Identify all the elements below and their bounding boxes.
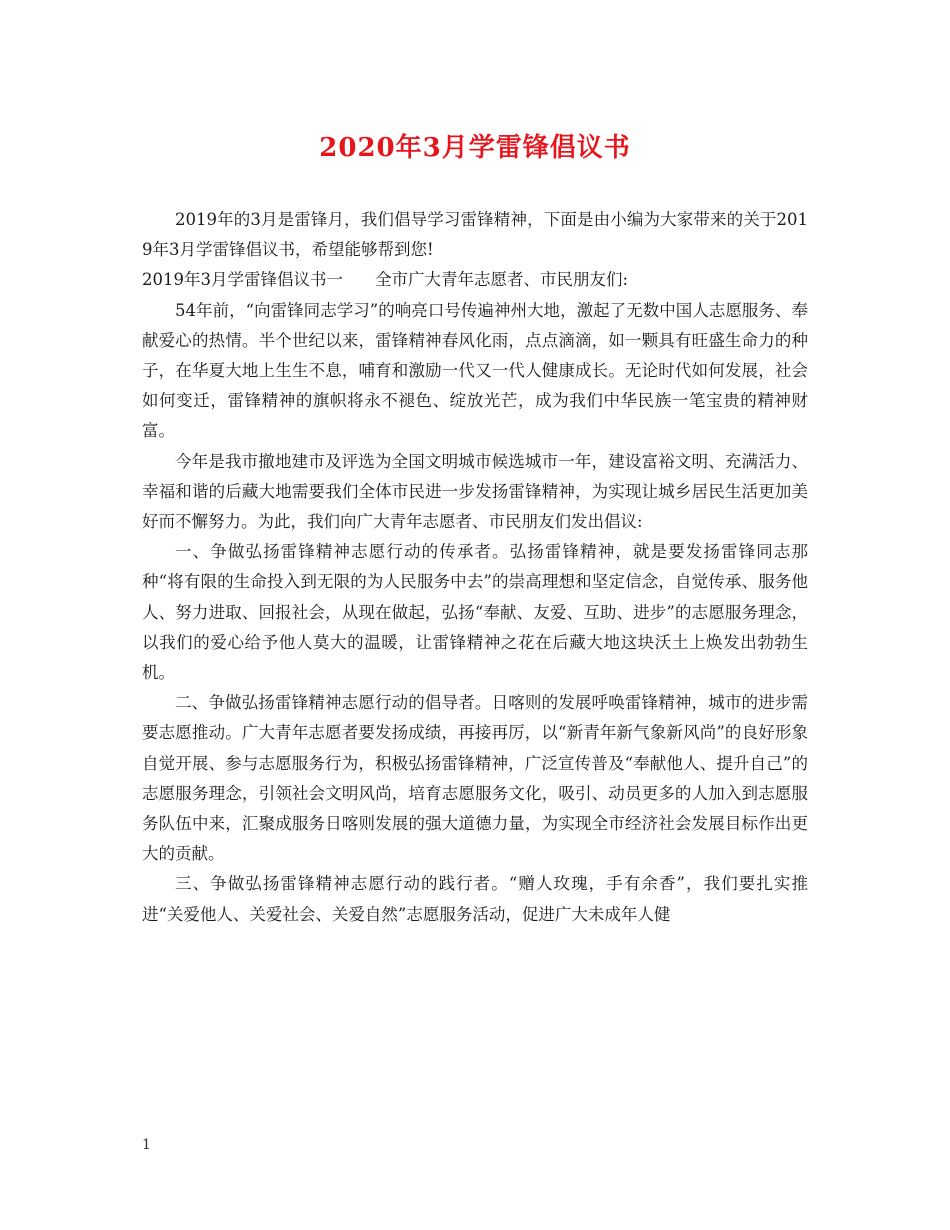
body-paragraph-5: 三、争做弘扬雷锋精神志愿行动的践行者。“赠人玫瑰，手有余香”，我们要扎实推进“关爱他人、关爱社会、关爱自然”志愿服务活动，促进广大未成年人健 [142, 874, 808, 924]
salutation: 全市广大青年志愿者、市民朋友们: [375, 270, 629, 290]
body-paragraph-4: 二、争做弘扬雷锋精神志愿行动的倡导者。日喀则的发展呼唤雷锋精神，城市的进步需要志愿推动。广大青年志愿者要发扬成绩，再接再厉，以“新青年新气象新风尚”的良好形象自觉开展、参与志愿服务行为，积极弘扬雷锋精神，广泛宣传普及“奉献他人、提升自己”的志愿服务理念，引领社会文明风尚，培育志愿服务文化，吸引、动员更多的人加入到志愿服务队伍中来，汇聚成服务日喀则发展的强大道德力量，为实现全市经济社会发展目标作出更大的贡献。 [142, 693, 808, 864]
body-paragraph-3: 一、争做弘扬雷锋精神志愿行动的传承者。弘扬雷锋精神，就是要发扬雷锋同志那种“将有限的生命投入到无限的为人民服务中去”的崇高理想和坚定信念，自觉传承、服务他人、努力进取、回报社会，从现在做起，弘扬“奉献、友爱、互助、进步”的志愿服务理念，以我们的爱心给予他人莫大的温暖，让雷锋精神之花在后藏大地这块沃土上焕发出勃勃生机。 [142, 542, 808, 683]
subheading-line [142, 265, 808, 295]
page-number: 1 [142, 1137, 151, 1153]
subheading: 2019年3月学雷锋倡议书一 [142, 270, 343, 290]
intro-paragraph: 2019年的3月是雷锋月，我们倡导学习雷锋精神，下面是由小编为大家带来的关于2019年3月学雷锋倡议书，希望能够帮到您! [142, 210, 808, 260]
document-title: 2020年3月学雷锋倡议书 [319, 133, 631, 163]
body-paragraph-2: 今年是我市撤地建市及评选为全国文明城市候选城市一年，建设富裕文明、充满活力、幸福和谐的后藏大地需要我们全体市民进一步发扬雷锋精神，为实现让城乡居民生活更加美好而不懈努力。为此，我们向广大青年志愿者、市民朋友们发出倡议: [142, 451, 808, 532]
body-paragraph-1: 54年前，“向雷锋同志学习”的响亮口号传遍神州大地，激起了无数中国人志愿服务、奉献爱心的热情。半个世纪以来，雷锋精神春风化雨，点点滴滴，如一颗具有旺盛生命力的种子，在华夏大地上生生不息，哺育和激励一代又一代人健康成长。无论时代如何发展，社会如何变迁，雷锋精神的旗帜将永不褪色、绽放光芒，成为我们中华民族一笔宝贵的精神财富。 [142, 300, 808, 441]
document-body [142, 205, 808, 930]
